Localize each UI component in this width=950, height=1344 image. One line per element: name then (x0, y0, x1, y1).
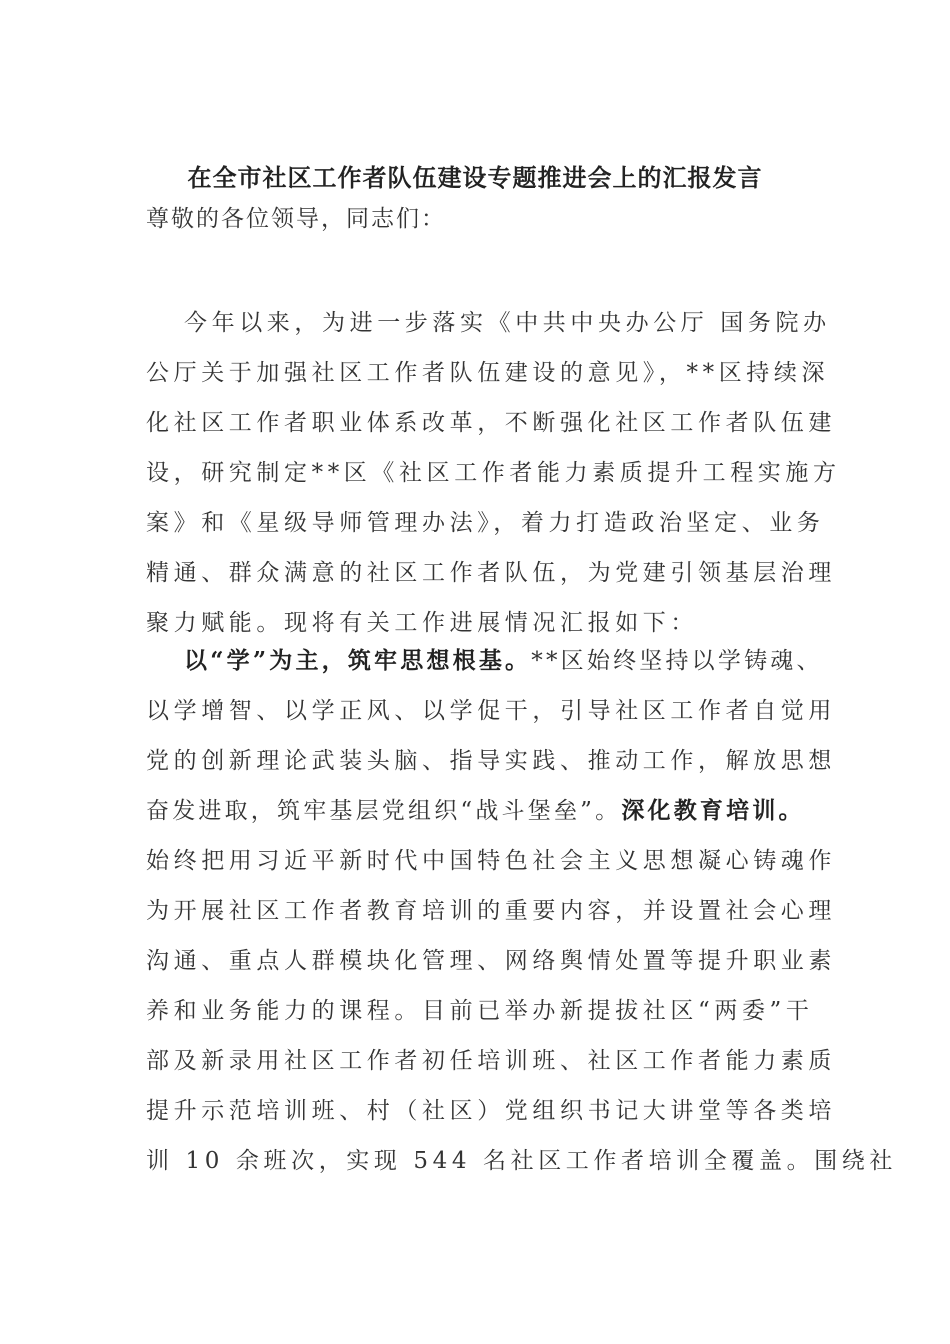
paragraph-line: 沟通、重点人群模块化管理、网络舆情处置等提升职业素 (146, 948, 836, 974)
paragraph-line: 为开展社区工作者教育培训的重要内容，并设置社会心理 (146, 898, 836, 924)
paragraph-line: 党的创新理论武装头脑、指导实践、推动工作，解放思想 (146, 748, 836, 774)
paragraph-line: 部及新录用社区工作者初任培训班、社区工作者能力素质 (146, 1048, 836, 1074)
paragraph-line (146, 786, 816, 836)
paragraph-line: 提升示范培训班、村（社区）党组织书记大讲堂等各类培 (146, 1098, 836, 1124)
heading-line-rest: **区始终坚持以学铸魂、 (531, 648, 823, 674)
document-title: 在全市社区工作者队伍建设专题推进会上的汇报发言 (187, 163, 763, 192)
line-text: 奋发进取，筑牢基层党组织“战斗堡垒”。 (146, 798, 622, 824)
paragraph-line: 案》和《星级导师管理办法》，着力打造政治坚定、业务 (146, 510, 825, 536)
subsection-heading: 深化教育培训。 (621, 797, 805, 824)
paragraph-line: 今年以来，为进一步落实《中共中央办公厅 国务院办 (184, 310, 831, 336)
paragraph-line: 公厅关于加强社区工作者队伍建设的意见》，**区持续深 (146, 360, 830, 386)
paragraph-study (146, 636, 898, 1186)
section-heading: 以“学”为主，筑牢思想根基。 (184, 647, 532, 674)
paragraph-line: 化社区工作者职业体系改革，不断强化社区工作者队伍建 (146, 410, 836, 436)
salutation: 尊敬的各位领导，同志们： (146, 206, 446, 232)
paragraph-intro (146, 298, 841, 648)
paragraph-line: 养和业务能力的课程。目前已举办新提拔社区“两委”干 (146, 998, 814, 1024)
paragraph-line: 聚力赋能。现将有关工作进展情况汇报如下： (146, 610, 698, 636)
paragraph-line: 训 10 余班次，实现 544 名社区工作者培训全覆盖。围绕社 (146, 1148, 898, 1174)
paragraph-line: 设，研究制定**区《社区工作者能力素质提升工程实施方 (146, 460, 841, 486)
paragraph-line: 以学增智、以学正风、以学促干，引导社区工作者自觉用 (146, 698, 836, 724)
paragraph-line (146, 636, 823, 686)
paragraph-line: 始终把用习近平新时代中国特色社会主义思想凝心铸魂作 (146, 848, 836, 874)
paragraph-line: 精通、群众满意的社区工作者队伍，为党建引领基层治理 (146, 560, 836, 586)
